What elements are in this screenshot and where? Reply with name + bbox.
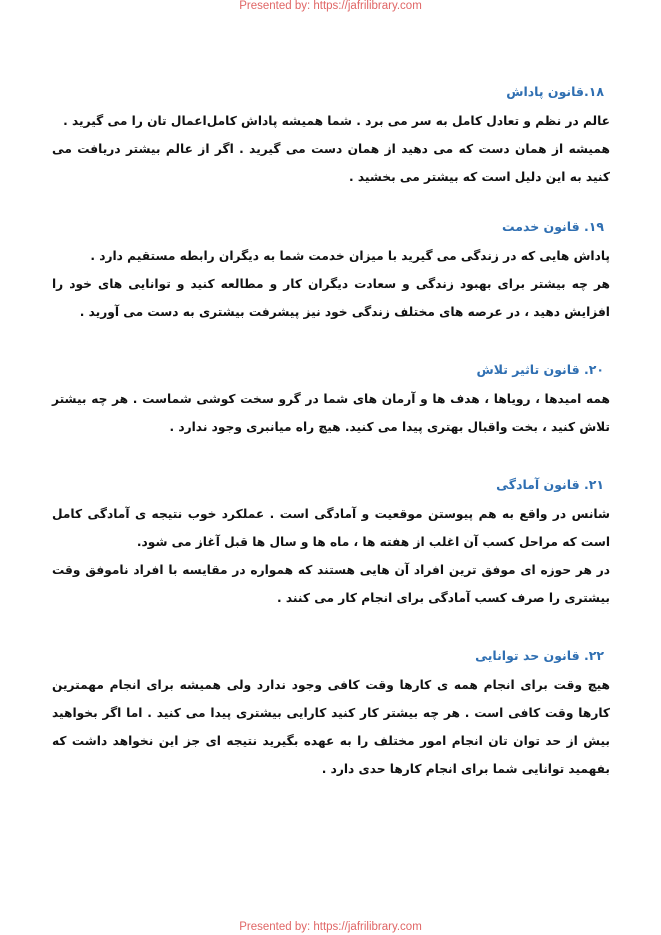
section-law-of-capacity — [52, 646, 610, 783]
section-law-of-reward — [52, 82, 610, 191]
paragraph: هر چه بیشتر برای بهبود زندگی و سعادت دیگران کار و مطالعه کنید و توانایی های خود را افزایش دهید ، در عرصه های مختلف زندگی خود نیز پیشرفت بیشتری به دست می آورید . — [52, 277, 610, 319]
section-law-of-effort — [52, 360, 610, 441]
paragraph: هیچ وقت برای انجام همه ی کارها وقت کافی وجود ندارد ولی همیشه برای انجام مهمترین کارها وقت کافی است . هر چه بیشتر کار کنید کارایی بیشتری پیدا می کنید . اما اگر بخواهید بیش از حد توان تان انجام امور مختلف را به عهده بگیرید نتیجه ای جز این نخواهد داشت که بفهمید توانایی شما برای انجام کارها حدی دارد . — [52, 678, 610, 776]
section-heading: ۲۲. قانون حد توانایی — [475, 648, 604, 663]
watermark-top: Presented by: https://jafrilibrary.com — [239, 0, 422, 12]
paragraph: همه امیدها ، رویاها ، هدف ها و آرمان های شما در گرو سخت کوشی شماست . هر چه بیشتر تلاش کنید ، بخت واقبال بهتری پیدا می کنید. هیچ راه میانبری وجود ندارد . — [52, 392, 610, 434]
section-heading: ۱۹. قانون خدمت — [502, 219, 604, 234]
section-heading: ۲۰. قانون تاثیر تلاش — [476, 362, 604, 377]
paragraph: شانس در واقع به هم پیوستن موقعیت و آمادگی است . عملکرد خوب نتیجه ی آمادگی کامل است که مراحل کسب آن اغلب از هفته ها ، ماه ها و سال ها قبل آغاز می شود. — [52, 507, 610, 549]
section-heading: ۲۱. قانون آمادگی — [496, 477, 604, 492]
section-heading: ۱۸.قانون پاداش — [506, 84, 604, 99]
section-law-of-service — [52, 217, 610, 326]
paragraph: عالم در نظم و تعادل کامل به سر می برد . شما همیشه پاداش کامل‌اعمال تان را می گیرید . — [63, 114, 610, 128]
paragraph: در هر حوزه ای موفق ترین افراد آن هایی هستند که همواره در مقایسه با افراد ناموفق وقت بیشتری را صرف کسب آمادگی برای انجام کار می کنند . — [52, 563, 610, 605]
paragraph: همیشه از همان دست که می دهید از همان دست می گیرید . اگر از عالم بیشتر دریافت می کنید به این دلیل است که بیشتر می بخشید . — [52, 142, 610, 184]
document-body — [52, 82, 610, 817]
section-law-of-preparation — [52, 475, 610, 612]
watermark-bottom: Presented by: https://jafrilibrary.com — [239, 921, 422, 933]
paragraph: پاداش هایی که در زندگی می گیرید با میزان خدمت شما به دیگران رابطه مستقیم دارد . — [90, 249, 610, 263]
